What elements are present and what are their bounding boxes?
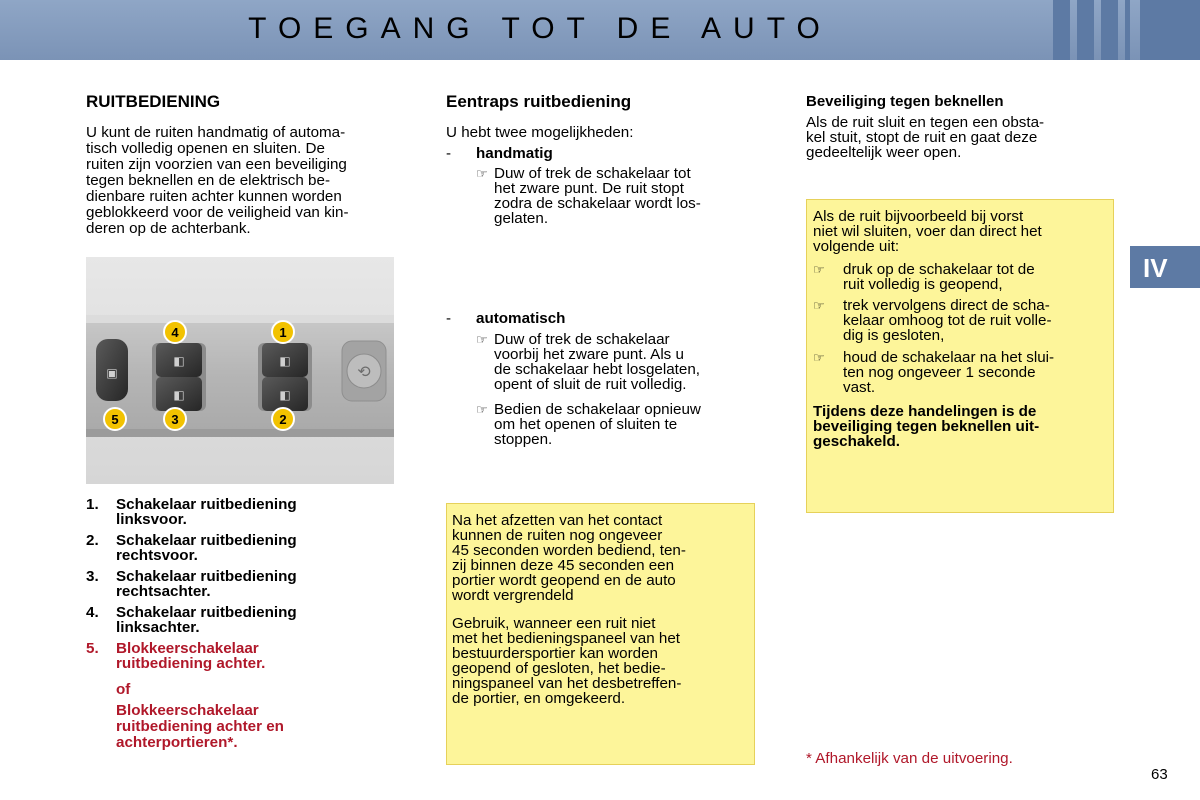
text-line: de portier, en omgekeerd. <box>452 690 626 707</box>
item-text: Schakelaar ruitbediening <box>116 568 297 585</box>
text-line: Gebruik, wanneer een ruit niet <box>452 615 656 632</box>
svg-text:◧: ◧ <box>279 388 291 402</box>
text-line: volgende uit: <box>813 238 900 255</box>
note-intro <box>813 209 1109 254</box>
note-step <box>813 261 1109 293</box>
text-line: opent of sluit de ruit volledig. <box>494 376 687 393</box>
svg-text:◧: ◧ <box>173 354 185 368</box>
svg-text:⟲: ⟲ <box>357 362 371 381</box>
item-text: Schakelaar ruitbediening <box>116 604 297 621</box>
number-badge-1 <box>272 321 294 343</box>
text-line: Tijdens deze handelingen is de <box>813 403 1037 420</box>
item-text: linksvoor. <box>116 511 187 528</box>
svg-text:4: 4 <box>171 325 179 340</box>
alt-item-text: ruitbediening achter en <box>116 718 284 735</box>
text-line: niet wil sluiten, voer dan direct het <box>813 223 1042 240</box>
text-line: vast. <box>843 379 876 396</box>
text-line: ningspaneel van het desbetreffen- <box>452 675 682 692</box>
text-line: gelaten. <box>494 210 549 227</box>
text-line: tisch volledig openen en sluiten. De <box>86 140 325 157</box>
note-paragraph <box>452 513 749 603</box>
item-text: Schakelaar ruitbediening <box>116 496 297 513</box>
text-line: zij binnen deze 45 seconden een <box>452 557 675 574</box>
text-line: beveiliging tegen beknellen uit- <box>813 418 1040 435</box>
pointing-hand-icon: ☞ <box>813 262 825 277</box>
text-line: kunnen de ruiten nog ongeveer <box>452 527 663 544</box>
pointing-hand-icon: ☞ <box>813 350 825 365</box>
list-item <box>86 497 386 527</box>
text-line: ruiten zijn voorzien van een beveiliging <box>86 156 347 173</box>
header-decor-bar <box>1077 0 1094 60</box>
dash: - <box>446 310 452 327</box>
text-line: Als de ruit sluit en tegen een obsta- <box>806 114 1045 131</box>
text-line: Bedien de schakelaar opnieuw <box>494 401 701 418</box>
svg-text:◧: ◧ <box>173 388 185 402</box>
note-paragraph <box>452 616 749 706</box>
svg-text:▣: ▣ <box>106 366 118 380</box>
section-heading: Eentraps ruitbediening <box>446 92 632 111</box>
text-line: ruit volledig is geopend, <box>843 276 1003 293</box>
pointing-hand-icon: ☞ <box>476 402 488 417</box>
note-warning <box>813 404 1109 449</box>
header-decor-bar <box>1125 0 1130 60</box>
page-number: 63 <box>1151 766 1168 783</box>
option-automatic-instruction <box>476 331 754 393</box>
list-item <box>86 605 386 635</box>
svg-text:2: 2 <box>279 412 287 427</box>
dash: - <box>446 145 452 162</box>
note-box-ignition <box>446 503 755 765</box>
text-line: het zware punt. De ruit stopt <box>494 180 684 197</box>
text-line: Als de ruit bijvoorbeeld bij vorst <box>813 208 1024 225</box>
text-line: om het openen of sluiten te <box>494 416 678 433</box>
item-text: linksachter. <box>116 619 200 636</box>
svg-text:5: 5 <box>111 412 119 427</box>
svg-text:◧: ◧ <box>279 354 291 368</box>
pointing-hand-icon: ☞ <box>476 166 488 181</box>
header-decor-bar <box>1101 0 1118 60</box>
number-badge-5 <box>104 408 126 430</box>
pointing-hand-icon: ☞ <box>813 298 825 313</box>
note-step <box>813 349 1109 396</box>
text-line: Duw of trek de schakelaar <box>494 331 670 348</box>
text-line: U hebt twee mogelijkheden: <box>446 124 634 141</box>
text-line: portier wordt geopend en de auto <box>452 572 676 589</box>
svg-text:3: 3 <box>171 412 179 427</box>
option-label: handmatig <box>476 145 553 162</box>
item-text: rechtsachter. <box>116 583 211 600</box>
intro-paragraph <box>806 115 1114 160</box>
text-line: geopend of gesloten, het bedie- <box>452 660 666 677</box>
or-text: of <box>116 681 131 698</box>
option-automatic <box>446 311 756 327</box>
text-line: deren op de achterbank. <box>86 220 251 237</box>
header-decor-bar <box>1053 0 1070 60</box>
text-line: wordt vergrendeld <box>452 587 574 604</box>
item-number: 4. <box>86 604 99 621</box>
text-line: druk op de schakelaar tot de <box>843 261 1035 278</box>
text-line: de schakelaar hebt losgelaten, <box>494 361 701 378</box>
item-text: Blokkeerschakelaar <box>116 640 259 657</box>
text-line: 45 seconden worden bediend, ten- <box>452 542 686 559</box>
list-item <box>86 569 386 599</box>
pointing-hand-icon: ☞ <box>476 332 488 347</box>
text-line: kelaar omhoog tot de ruit volle- <box>843 312 1052 329</box>
item-number: 1. <box>86 496 99 513</box>
text-line: bestuurdersportier kan worden <box>452 645 658 662</box>
list-item <box>86 641 386 671</box>
text-line: gedeeltelijk weer open. <box>806 144 962 161</box>
item-number: 2. <box>86 532 99 549</box>
text-line: trek vervolgens direct de scha- <box>843 297 1050 314</box>
page-header <box>0 0 1200 60</box>
alt-item-text: achterportieren*. <box>116 734 238 751</box>
text-line: Na het afzetten van het contact <box>452 512 663 529</box>
note-box-frost <box>806 199 1114 513</box>
text-line: U kunt de ruiten handmatig of automa- <box>86 124 346 141</box>
text-line: stoppen. <box>494 431 553 448</box>
section-heading: RUITBEDIENING <box>86 92 221 111</box>
text-line: houd de schakelaar na het slui- <box>843 349 1055 366</box>
number-badge-3 <box>164 408 186 430</box>
text-line: Duw of trek de schakelaar tot <box>494 165 691 182</box>
text-line: voorbij het zware punt. Als u <box>494 346 684 363</box>
option-label: automatisch <box>476 310 566 327</box>
text-line: kel stuit, stopt de ruit en gaat deze <box>806 129 1038 146</box>
text-line: tegen beknellen en de elektrisch be- <box>86 172 331 189</box>
switch-panel-drawing <box>86 257 394 484</box>
text-line: geblokkeerd voor de veiligheid van kin- <box>86 204 349 221</box>
chapter-tab[interactable]: IV <box>1130 246 1200 288</box>
item-text: Schakelaar ruitbediening <box>116 532 297 549</box>
option-manual-instruction <box>476 165 754 227</box>
svg-text:1: 1 <box>279 325 287 340</box>
text-line: geschakeld. <box>813 433 900 450</box>
option-automatic-stop-instruction <box>476 401 754 448</box>
number-badge-2 <box>272 408 294 430</box>
text-line: ten nog ongeveer 1 seconde <box>843 364 1036 381</box>
text-line: dig is gesloten, <box>843 327 945 344</box>
header-decor-bar <box>1140 0 1200 60</box>
text-line: dienbare ruiten achter kunnen worden <box>86 188 342 205</box>
text-line: met het bedieningspaneel van het <box>452 630 680 647</box>
item-text: rechtsvoor. <box>116 547 198 564</box>
list-item <box>86 533 386 563</box>
switch-legend-list <box>86 497 386 677</box>
text-line: zodra de schakelaar wordt los- <box>494 195 701 212</box>
note-step <box>813 297 1109 344</box>
item-number: 5. <box>86 640 99 657</box>
footnote: * Afhankelijk van de uitvoering. <box>806 750 1013 767</box>
item-number: 3. <box>86 568 99 585</box>
item-text: ruitbediening achter. <box>116 655 266 672</box>
page-title: TOEGANG TOT DE AUTO <box>248 12 832 45</box>
option-manual <box>446 146 756 162</box>
switch-panel-illustration <box>86 257 394 484</box>
section-heading: Beveiliging tegen beknellen <box>806 93 1004 110</box>
number-badge-4 <box>164 321 186 343</box>
alt-item-text: Blokkeerschakelaar <box>116 702 259 719</box>
